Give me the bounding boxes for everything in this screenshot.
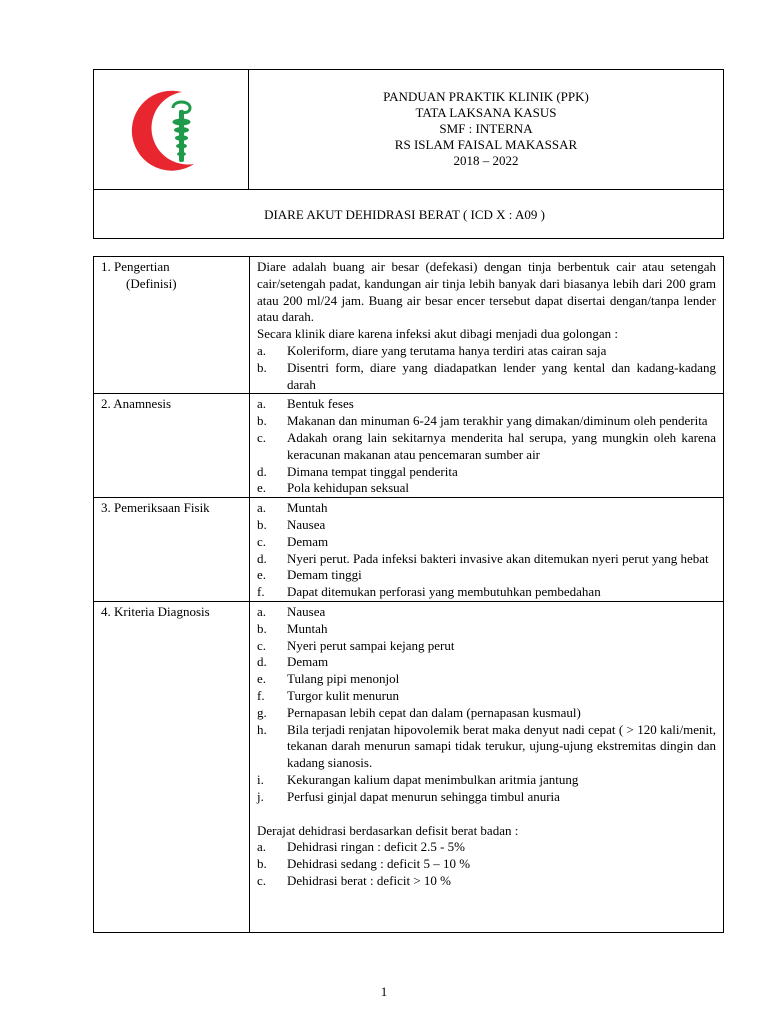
list-marker: g. xyxy=(257,704,267,720)
row-content xyxy=(250,601,724,932)
document-title xyxy=(249,70,723,190)
list-marker: i. xyxy=(257,771,264,787)
row-label-text: 1. Pengertian xyxy=(101,259,170,274)
list-text: Dapat ditemukan perforasi yang membutuhkan pembedahan xyxy=(287,584,601,600)
row-label-text: (Definisi) xyxy=(126,275,177,291)
paragraph: Secara klinik diare karena infeksi akut dibagi menjadi dua golongan : xyxy=(257,326,618,342)
guideline-table xyxy=(93,256,724,933)
list-marker: a. xyxy=(257,342,267,358)
paragraph: Derajat dehidrasi berdasarkan defisit berat badan : xyxy=(257,822,519,838)
list-item xyxy=(257,480,716,497)
list-item xyxy=(257,705,716,722)
list-item xyxy=(257,856,716,873)
header-box xyxy=(93,69,724,239)
list-marker: f. xyxy=(257,687,265,703)
list-text: Adakah orang lain sekitarnya menderita hal serupa, yang mungkin oleh karena keracunan makanan atau pencemaran sumber air xyxy=(287,429,716,462)
list-text: Disentri form, diare yang diadapatkan lender yang kental dan kadang-kadang darah xyxy=(287,359,716,392)
list-text: Dimana tempat tinggal penderita xyxy=(287,463,458,479)
list-marker: a. xyxy=(257,603,267,619)
list-marker: a. xyxy=(257,500,267,516)
list-marker: j. xyxy=(257,788,264,804)
list-marker: e. xyxy=(257,567,267,583)
row-label xyxy=(94,498,250,602)
list xyxy=(257,396,716,497)
list-text: Muntah xyxy=(287,500,328,516)
list-marker: a. xyxy=(257,396,267,412)
list-marker: c. xyxy=(257,872,267,888)
row-label-text: 3. Pemeriksaan Fisik xyxy=(101,500,210,516)
list-text: Nyeri perut sampai kejang perut xyxy=(287,637,455,653)
row-label xyxy=(94,394,250,498)
list-item xyxy=(257,584,716,601)
paragraph: Diare adalah buang air besar (defekasi) dengan tinja berbentuk cair atau setengah cair/setengah padat, kandungan air tinja lebih banyak dari biasanya lebih dari 200 gram atau 200 ml/24 jam. Buang air besar encer tersebut dapat disertai dengan/tanpa lender atau darah. xyxy=(257,259,716,325)
list-marker: e. xyxy=(257,671,267,687)
list-item xyxy=(257,722,716,772)
diagnosis-title: DIARE AKUT DEHIDRASI BERAT ( ICD X : A09 ) xyxy=(264,207,545,222)
list-text: Demam tinggi xyxy=(287,567,362,583)
list-item xyxy=(257,430,716,464)
row-content xyxy=(250,498,724,602)
title-line: SMF : INTERNA xyxy=(439,121,533,136)
list-text: Perfusi ginjal dapat menurun sehingga timbul anuria xyxy=(287,788,560,804)
list-text: Nyeri perut. Pada infeksi bakteri invasive akan ditemukan nyeri perut yang hebat xyxy=(287,550,709,566)
list-item xyxy=(257,360,716,394)
list-text: Tulang pipi menonjol xyxy=(287,671,400,687)
list-item xyxy=(257,464,716,481)
list-item xyxy=(257,654,716,671)
row-content xyxy=(250,257,724,394)
list-text: Nausea xyxy=(287,603,326,619)
table-row xyxy=(94,257,724,394)
list-item xyxy=(257,839,716,856)
title-line: PANDUAN PRAKTIK KLINIK (PPK) xyxy=(383,89,589,104)
list-item xyxy=(257,638,716,655)
list-item xyxy=(257,567,716,584)
list-item xyxy=(257,517,716,534)
list-text: Nausea xyxy=(287,516,326,532)
list-item xyxy=(257,789,716,806)
list xyxy=(257,604,716,806)
list-item xyxy=(257,413,716,430)
list-item xyxy=(257,551,716,568)
list-item xyxy=(257,343,716,360)
logo-cell xyxy=(94,70,249,190)
list-marker: h. xyxy=(257,721,267,737)
list-item xyxy=(257,772,716,789)
list-item xyxy=(257,604,716,621)
list-marker: c. xyxy=(257,533,267,549)
list-text: Makanan dan minuman 6-24 jam terakhir yang dimakan/diminum oleh penderita xyxy=(287,413,708,429)
list-item xyxy=(257,534,716,551)
list-text: Bentuk feses xyxy=(287,396,354,412)
list-item xyxy=(257,396,716,413)
list-marker: e. xyxy=(257,480,267,496)
list-marker: a. xyxy=(257,839,267,855)
list-text: Dehidrasi sedang : deficit 5 – 10 % xyxy=(287,856,471,872)
list xyxy=(257,343,716,393)
list-marker: b. xyxy=(257,856,267,872)
table-row xyxy=(94,394,724,498)
row-label xyxy=(94,257,250,394)
page-number: 1 xyxy=(380,984,388,999)
list-item xyxy=(257,621,716,638)
list-marker: f. xyxy=(257,584,265,600)
list-item xyxy=(257,500,716,517)
list-marker: c. xyxy=(257,637,267,653)
list-text: Turgor kulit menurun xyxy=(287,687,399,703)
list-marker: d. xyxy=(257,654,267,670)
table-row xyxy=(94,601,724,932)
table-row xyxy=(94,498,724,602)
list-marker: c. xyxy=(257,429,267,445)
list-text: Bila terjadi renjatan hipovolemik berat maka denyut nadi cepat ( > 120 kali/menit, tekanan darah menurun samapi tidak terukur, ujung-ujung ekstremitas dingin dan kadang sianosis. xyxy=(287,721,716,771)
list-marker: b. xyxy=(257,620,267,636)
list-text: Dehidrasi berat : deficit > 10 % xyxy=(287,872,451,888)
list-text: Muntah xyxy=(287,620,328,636)
list-item xyxy=(257,873,716,890)
list-text: Pernapasan lebih cepat dan dalam (pernapasan kusmaul) xyxy=(287,704,581,720)
row-label-text: 4. Kriteria Diagnosis xyxy=(101,603,210,619)
list-marker: d. xyxy=(257,463,267,479)
list xyxy=(257,839,716,889)
list-marker: d. xyxy=(257,550,267,566)
spacer xyxy=(257,806,716,823)
row-label-text: 2. Anamnesis xyxy=(101,396,172,412)
list-text: Demam xyxy=(287,533,329,549)
list-marker: b. xyxy=(257,359,267,375)
row-content xyxy=(250,394,724,498)
list-text: Kekurangan kalium dapat menimbulkan aritmia jantung xyxy=(287,771,579,787)
title-line: TATA LAKSANA KASUS xyxy=(415,105,557,120)
list-text: Dehidrasi ringan : deficit 2.5 - 5% xyxy=(287,839,465,855)
crescent-serpent-logo xyxy=(124,84,214,174)
title-line: RS ISLAM FAISAL MAKASSAR xyxy=(394,137,578,152)
list-item xyxy=(257,671,716,688)
list xyxy=(257,500,716,601)
row-label xyxy=(94,601,250,932)
list-text: Koleriform, diare yang terutama hanya terdiri atas cairan saja xyxy=(287,342,607,358)
list-item xyxy=(257,688,716,705)
list-marker: b. xyxy=(257,413,267,429)
list-text: Pola kehidupan seksual xyxy=(287,480,410,496)
title-line: 2018 – 2022 xyxy=(453,153,519,168)
list-text: Demam xyxy=(287,654,329,670)
list-marker: b. xyxy=(257,516,267,532)
